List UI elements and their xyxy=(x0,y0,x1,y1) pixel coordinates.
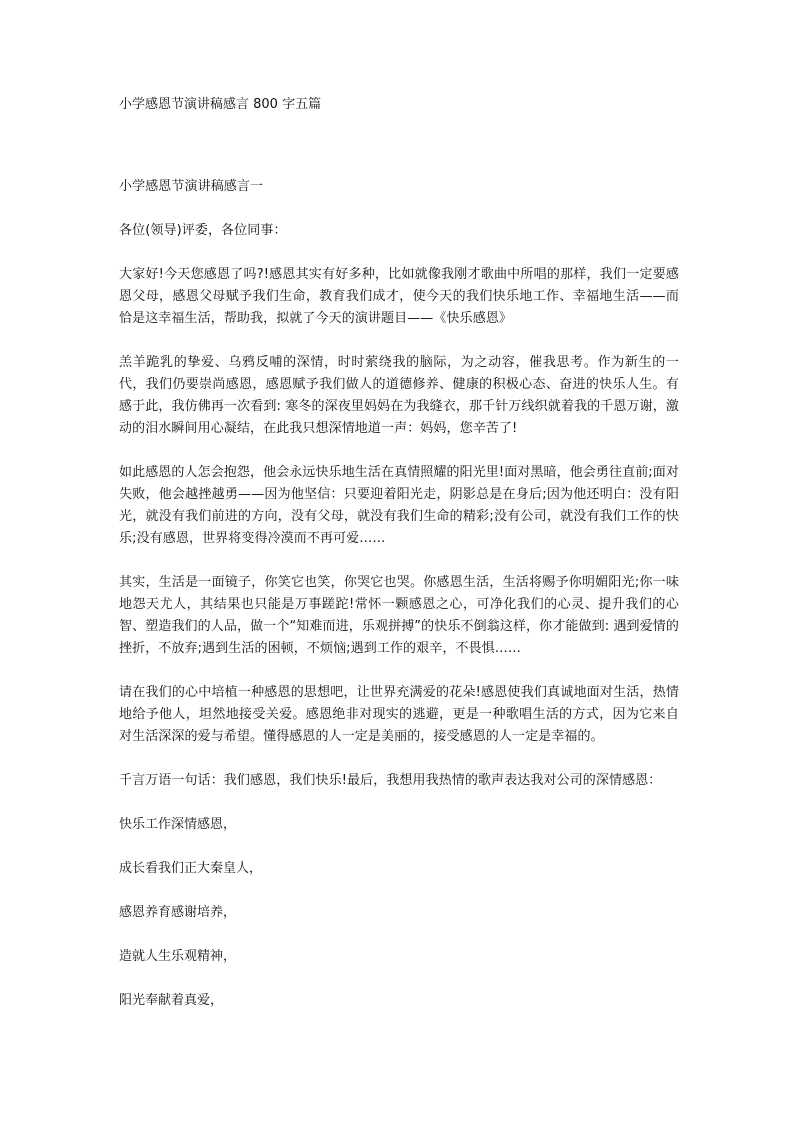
paragraph: 大家好!今天您感恩了吗?!感恩其实有好多种，比如就像我刚才歌曲中所唱的那样，我们一定要感恩父母，感恩父母赋予我们生命，教育我们成才，使今天的我们快乐地工作、幸福地生活——而恰是这幸福生活，帮助我，拟就了今天的演讲题目——《快乐感恩》 xyxy=(119,267,679,326)
document-body xyxy=(119,176,679,1034)
paragraph: 请在我们的心中培植一种感恩的思想吧，让世界充满爱的花朵!感恩使我们真诚地面对生活，热情地给予他人，坦然地接受关爱。感恩绝非对现实的逃避，更是一种歌唱生活的方式，因为它来自对生活深深的爱与希望。懂得感恩的人一定是美丽的，接受感恩的人一定是幸福的。 xyxy=(119,685,679,744)
paragraph: 千言万语一句话：我们感恩，我们快乐!最后，我想用我热情的歌声表达我对公司的深情感恩： xyxy=(119,773,662,788)
paragraph: 如此感恩的人怎会抱怨，他会永远快乐地生活在真情照耀的阳光里!面对黑暗，他会勇往直前;面对失败，他会越挫越勇——因为他坚信：只要迎着阳光走，阴影总是在身后;因为他还明白：没有阳光，就没有我们前进的方向，没有父母，就没有我们生命的精彩;没有公司，就没有我们工作的快乐;没有感恩，世界将变得冷漠而不再可爱…… xyxy=(119,465,679,546)
poem-line: 感恩养育感谢培养， xyxy=(119,905,237,920)
paragraph: 其实，生活是一面镜子，你笑它也笑，你哭它也哭。你感恩生活，生活将赐予你明媚阳光;你一味地怨天尤人，其结果也只能是万事蹉跎!常怀一颗感恩之心，可净化我们的心灵、提升我们的心智、塑造我们的人品，做一个“知难而进，乐观拼搏”的快乐不倒翁这样，你才能做到: 遇到爱情的挫折，不放弃;遇到生活的困顿，不烦恼;遇到工作的艰辛，不畏惧…… xyxy=(119,575,679,656)
poem-line: 阳光奉献着真爱， xyxy=(119,993,224,1008)
poem-line: 造就人生乐观精神， xyxy=(119,949,237,964)
paragraph: 羔羊跪乳的挚爱、乌鸦反哺的深情，时时萦绕我的脑际，为之动容，催我思考。作为新生的一代，我们仍要崇尚感恩，感恩赋予我们做人的道德修养、健康的积极心态、奋进的快乐人生。有感于此，我仿佛再一次看到: 寒冬的深夜里妈妈在为我缝衣，那千针万线织就着我的千恩万谢，激动的泪水瞬间用心凝结，在此我只想深情地道一声：妈妈，您辛苦了! xyxy=(119,355,679,436)
poem-line: 快乐工作深情感恩， xyxy=(119,817,237,832)
document-title: 小学感恩节演讲稿感言 800 字五篇 xyxy=(119,97,322,112)
poem-line: 成长看我们正大秦皇人， xyxy=(119,861,263,876)
section-title: 小学感恩节演讲稿感言一 xyxy=(119,179,264,194)
greeting: 各位(领导)评委，各位同事： xyxy=(119,223,287,238)
